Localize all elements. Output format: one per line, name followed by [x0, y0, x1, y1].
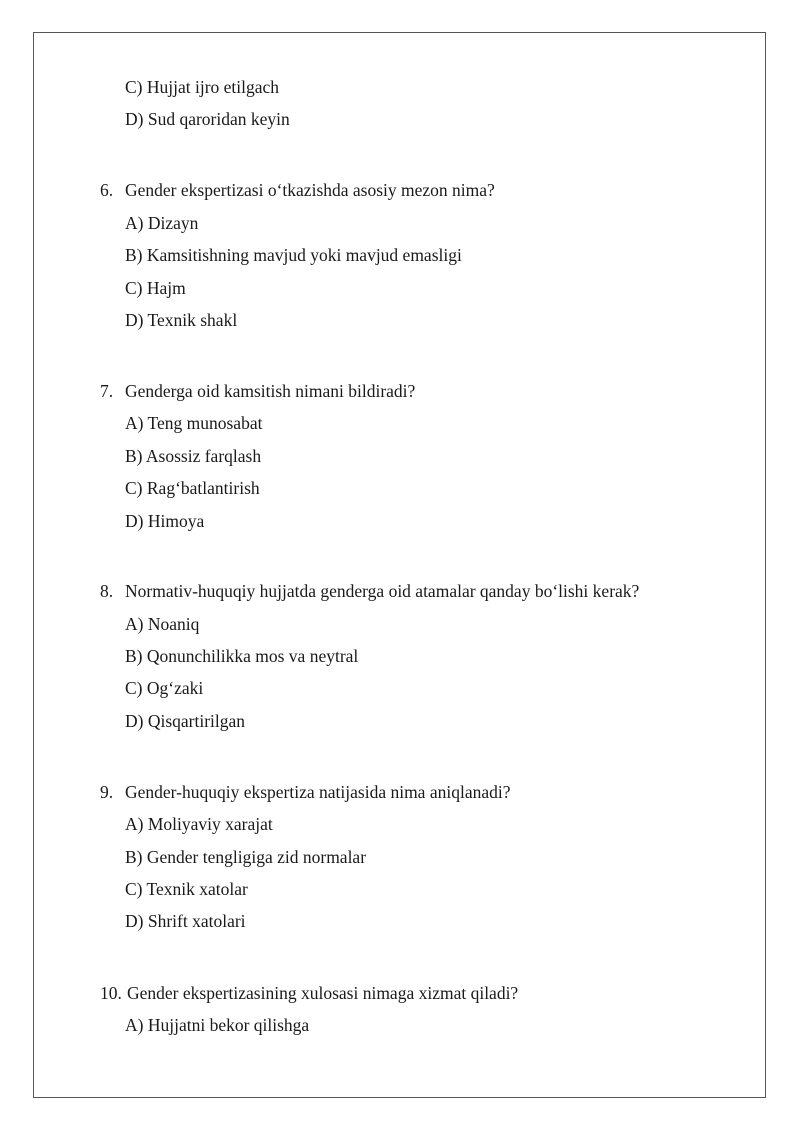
question-text: Gender ekspertizasi o‘tkazishda asosiy mezon nima? [125, 180, 495, 200]
question-text: Gender ekspertizasining xulosasi nimaga xizmat qiladi? [127, 983, 519, 1003]
question-number: 7. [100, 381, 114, 401]
question-number: 6. [100, 180, 114, 200]
option-a: A) Moliyaviy xarajat [125, 814, 273, 834]
option-a: A) Noaniq [125, 614, 200, 634]
option-b: B) Gender tengligiga zid normalar [125, 847, 367, 867]
question-text: Genderga oid kamsitish nimani bildiradi? [125, 381, 416, 401]
option-b: B) Qonunchilikka mos va neytral [125, 646, 359, 666]
option-d: D) Qisqartirilgan [125, 711, 246, 731]
question-number: 10. [100, 983, 122, 1003]
option-d: D) Texnik shakl [125, 310, 238, 330]
option-c: C) Og‘zaki [125, 678, 204, 698]
question-text: Normativ-huquqiy hujjatda genderga oid atamalar qanday bo‘lishi kerak? [125, 581, 640, 601]
option-d: D) Himoya [125, 511, 205, 531]
option-a: A) Teng munosabat [125, 413, 263, 433]
option-c: C) Rag‘batlantirish [125, 478, 260, 498]
question-text: Gender-huquqiy ekspertiza natijasida nima aniqlanadi? [125, 782, 511, 802]
question-number: 8. [100, 581, 114, 601]
question-number: 9. [100, 782, 114, 802]
option-b: B) Kamsitishning mavjud yoki mavjud emasligi [125, 245, 462, 265]
option-d: D) Sud qaroridan keyin [125, 109, 290, 129]
option-c: C) Hajm [125, 278, 186, 298]
option-a: A) Hujjatni bekor qilishga [125, 1015, 310, 1035]
option-c: C) Texnik xatolar [125, 879, 248, 899]
option-d: D) Shrift xatolari [125, 911, 246, 931]
option-a: A) Dizayn [125, 213, 199, 233]
option-c: C) Hujjat ijro etilgach [125, 77, 280, 97]
option-b: B) Asossiz farqlash [125, 446, 262, 466]
